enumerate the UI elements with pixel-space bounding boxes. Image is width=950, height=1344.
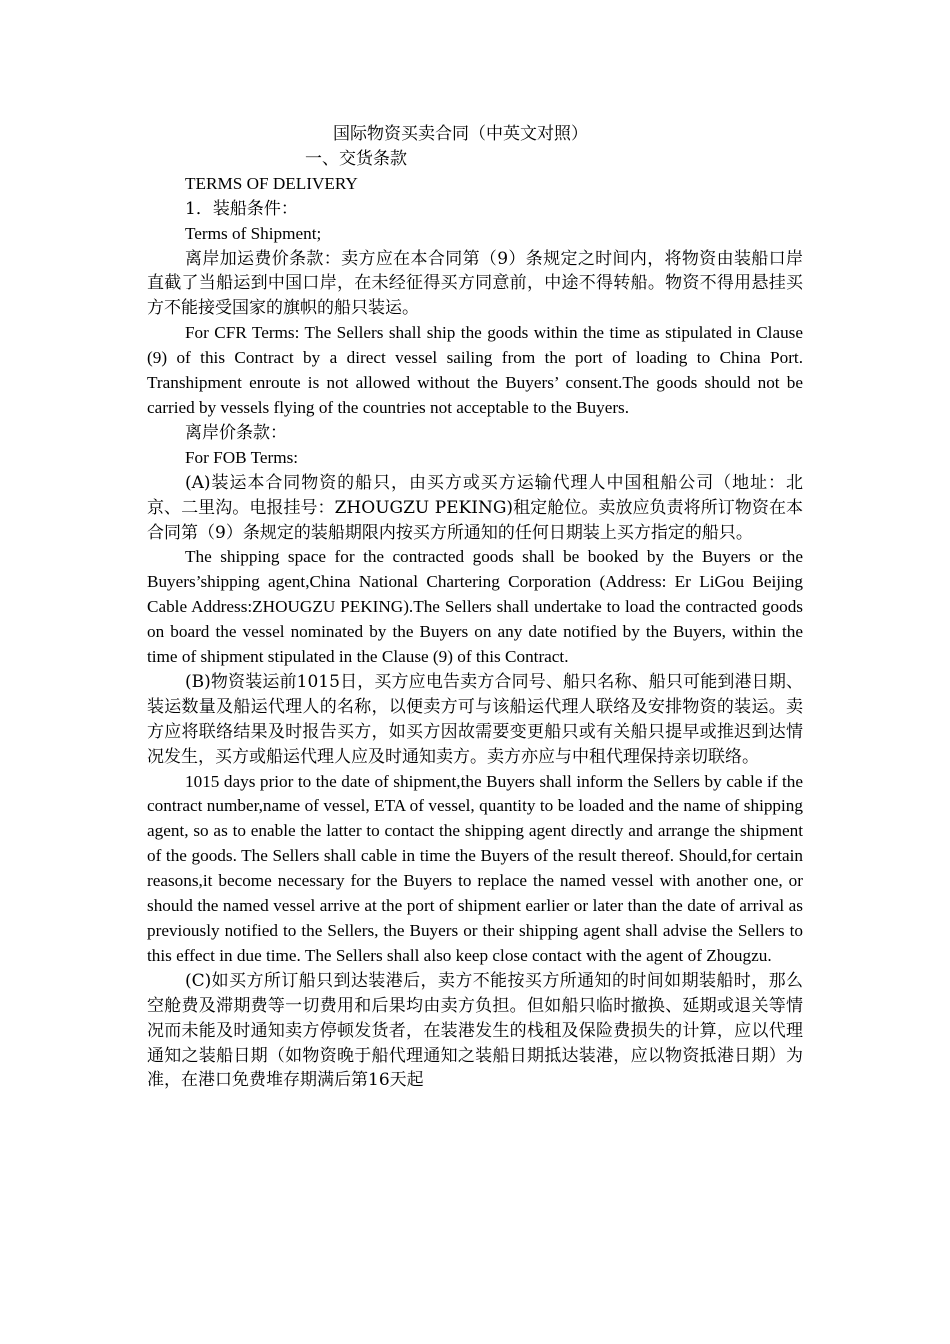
paragraph-a-en: The shipping space for the contracted goods shall be booked by the Buyers or the Buyers’shipping agent,China National Chartering Corporation (Address: Er LiGou Beijing Cable Address:ZHOUGZU PEKING).The Sellers shall undertake to load the contracted goods on board the vessel nominated by the Buyers on any date notified by the Buyers, within the time of shipment stipulated in the Clause (9) of this Contract.	[147, 547, 803, 667]
paragraph-a-cn: (A)装运本合同物资的船只，由买方或买方运输代理人中国租船公司（地址：北京、二里沟。电报挂号：ZHOUGZU PEKING)租定舱位。卖放应负责将所订物资在本合同第（9）条规定的装船期限内按买方所通知的任何日期装上买方指定的船只。	[147, 472, 803, 543]
document-title: 国际物资买卖合同（中英文对照）	[333, 124, 588, 144]
paragraph-b-en: 1015 days prior to the date of shipment,the Buyers shall inform the Sellers by cable if the contract number,name of vessel, ETA of vessel, quantity to be loaded and the name of shipping agent, so as to enable the latter to contact the shipping agent directly and arrange the shipment of the goods. The Sellers shall cable in time the Buyers of the result thereof. Should,for certain reasons,it become necessary for the Buyers to replace the named vessel with another one, or should the named vessel arrive at the port of shipment earlier or later than the date of arrival as previously notified to the Sellers, the Buyers or their shipping agent shall advise the Sellers to this effect in due time. The Sellers shall also keep close contact with the agent of Zhougzu.	[147, 771, 803, 965]
paragraph-cfr-cn: 离岸加运费价条款：卖方应在本合同第（9）条规定之时间内，将物资由装船口岸直截了当船运到中国口岸，在未经征得买方同意前，中途不得转船。物资不得用悬挂买方不能接受国家的旗帜的船只装运。	[147, 248, 803, 319]
paragraph-b-cn: (B)物资装运前1015日，买方应电告卖方合同号、船只名称、船只可能到港日期、装运数量及船运代理人的名称，以便卖方可与该船运代理人联络及安排物资的装运。卖方应将联络结果及时报告买方，如买方因故需要变更船只或有关船只提早或推迟到达情况发生，买方或船运代理人应及时通知卖方。卖方亦应与中租代理保持亲切联络。	[147, 671, 803, 767]
paragraph-cfr-en: For CFR Terms: The Sellers shall ship the goods within the time as stipulated in Clause (9) of this Contract by a direct vessel sailing from the port of loading to China Port. Transhipment enroute is not allowed without the Buyers’ consent.The goods should not be carried by vessels flying of the countries not acceptable to the Buyers.	[147, 323, 803, 417]
paragraph-terms-of-delivery: TERMS OF DELIVERY	[185, 173, 358, 193]
paragraph-clause-1-heading: 1．装船条件：	[185, 198, 298, 219]
paragraph-terms-of-shipment: Terms of Shipment;	[185, 223, 322, 243]
paragraph-fob-heading-en: For FOB Terms:	[185, 447, 299, 467]
paragraph-c-cn: (C)如买方所订船只到达装港后，卖方不能按买方所通知的时间如期装船时，那么空舱费及滞期费等一切费用和后果均由卖方负担。但如船只临时撤换、延期或退关等情况而未能及时通知卖方停顿发货者，在装港发生的栈租及保险费损失的计算，应以代理通知之装船日期（如物资晚于船代理通知之装船日期抵达装港，应以物资抵港日期）为准，在港口免费堆存期满后第16天起	[147, 970, 803, 1091]
document-body	[147, 122, 803, 1093]
paragraph-fob-heading-cn: 离岸价条款：	[185, 422, 287, 443]
section-heading: 一、交货条款	[305, 148, 407, 169]
